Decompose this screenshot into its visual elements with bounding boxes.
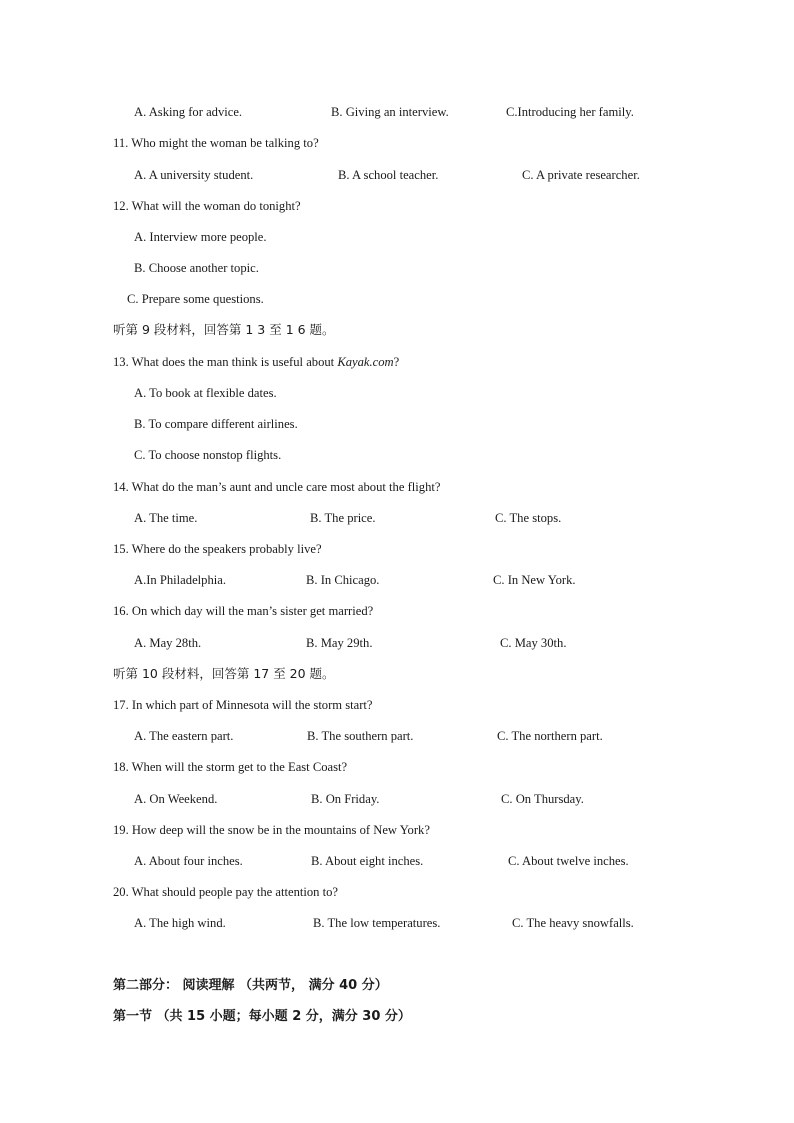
q16-option-a: A. May 28th.	[134, 636, 202, 650]
q19-stem: 19. How deep will the snow be in the mountains of New York?	[113, 823, 430, 837]
q15-stem: 15. Where do the speakers probably live?	[113, 542, 322, 556]
q13-option-a: A. To book at flexible dates.	[134, 386, 277, 400]
q19-option-c: C. About twelve inches.	[508, 854, 629, 868]
q14-option-c: C. The stops.	[495, 511, 562, 525]
q16-option-c: C. May 30th.	[500, 636, 567, 650]
q10-option-b: B. Giving an interview.	[331, 105, 449, 119]
q13-stem-after: ?	[393, 355, 400, 369]
q12-stem: 12. What will the woman do tonight?	[113, 199, 301, 213]
q20-option-a: A. The high wind.	[134, 916, 226, 930]
q14-stem: 14. What do the man’s aunt and uncle care most about the flight?	[113, 480, 441, 494]
q17-option-a: A. The eastern part.	[134, 729, 234, 743]
q18-option-c: C. On Thursday.	[501, 792, 584, 806]
q19-option-a: A. About four inches.	[134, 854, 243, 868]
q19-option-b: B. About eight inches.	[311, 854, 424, 868]
q13-stem	[113, 354, 399, 370]
section-10-instruction: 听第 10 段材料，回答第 17 至 20 题。	[113, 666, 335, 681]
q11-option-c: C. A private researcher.	[522, 168, 640, 182]
q12-option-c: C. Prepare some questions.	[127, 292, 264, 306]
q12-option-a: A. Interview more people.	[134, 230, 267, 244]
q18-option-b: B. On Friday.	[311, 792, 380, 806]
q14-option-b: B. The price.	[310, 511, 376, 525]
section-1-heading: 第一节 （共 15 小题；每小题 2 分，满分 30 分）	[113, 1009, 411, 1024]
q11-option-a: A. A university student.	[134, 168, 254, 182]
q17-option-c: C. The northern part.	[497, 729, 603, 743]
q15-option-b: B. In Chicago.	[306, 573, 380, 587]
q12-option-b: B. Choose another topic.	[134, 261, 259, 275]
q17-stem: 17. In which part of Minnesota will the storm start?	[113, 698, 373, 712]
q18-stem: 18. When will the storm get to the East Coast?	[113, 760, 348, 774]
q10-option-c: C.Introducing her family.	[506, 105, 634, 119]
q13-option-b: B. To compare different airlines.	[134, 417, 298, 431]
q13-stem-before: 13. What does the man think is useful about	[113, 355, 338, 369]
q15-option-a: A.In Philadelphia.	[134, 573, 226, 587]
q11-option-b: B. A school teacher.	[338, 168, 439, 182]
q18-option-a: A. On Weekend.	[134, 792, 218, 806]
q14-option-a: A. The time.	[134, 511, 198, 525]
q17-option-b: B. The southern part.	[307, 729, 414, 743]
q20-option-b: B. The low temperatures.	[313, 916, 441, 930]
q16-option-b: B. May 29th.	[306, 636, 373, 650]
q13-option-c: C. To choose nonstop flights.	[134, 448, 282, 462]
section-9-instruction: 听第 9 段材料，回答第 1 3 至 1 6 题。	[113, 322, 335, 337]
q16-stem: 16. On which day will the man’s sister get married?	[113, 604, 374, 618]
q15-option-c: C. In New York.	[493, 573, 576, 587]
q20-stem: 20. What should people pay the attention to?	[113, 885, 339, 899]
q20-option-c: C. The heavy snowfalls.	[512, 916, 634, 930]
q10-option-a: A. Asking for advice.	[134, 105, 243, 119]
q11-stem: 11. Who might the woman be talking to?	[113, 136, 319, 150]
q13-stem-site: Kayak.com	[337, 355, 394, 369]
part-2-heading: 第二部分： 阅读理解 （共两节， 满分 40 分）	[113, 978, 388, 993]
